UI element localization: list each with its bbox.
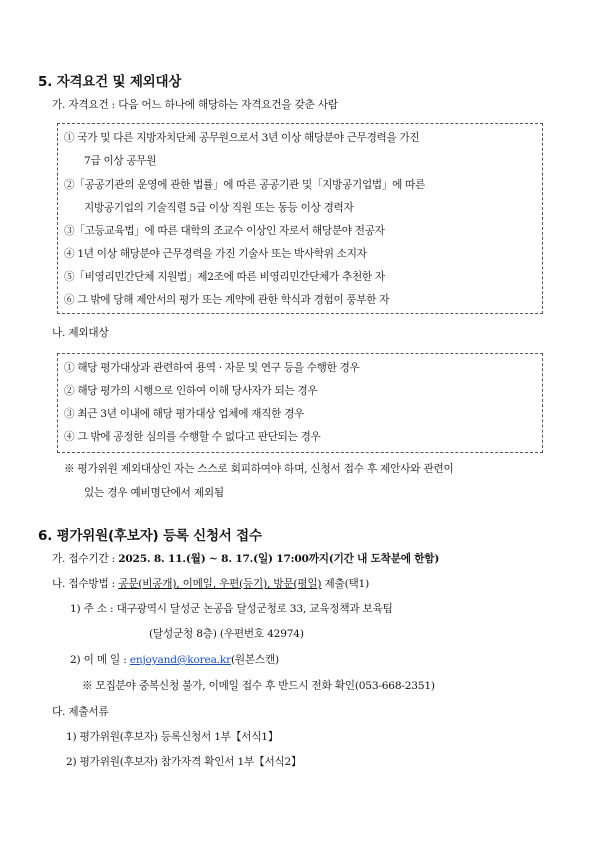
exclusion-item: ② 해당 평가의 시행으로 인하여 이해 당사자가 되는 경우: [64, 385, 318, 397]
docs-item: 2) 평가위원(후보자) 참가자격 확인서 1부【서식2】: [66, 756, 302, 768]
exclusion-heading: 나. 제외대상: [52, 327, 109, 339]
docs-heading: 다. 제출서류: [52, 706, 109, 718]
exclusion-item: ③ 최근 3년 이내에 해당 평가대상 업체에 재직한 경우: [64, 408, 304, 420]
qualification-item-cont: 지방공기업의 기술직렬 5급 이상 직원 또는 동등 이상 경력자: [84, 202, 354, 214]
method-suffix: 제출(택1): [321, 578, 370, 590]
email-note: ※ 모집분야 중복신청 불가, 이메일 접수 후 반드시 전화 확인(053-668-2351): [82, 680, 435, 692]
qualification-item: ① 국가 및 다른 지방자치단체 공무원으로서 3년 이상 해당분야 근무경력을 가진: [64, 132, 420, 144]
qualification-item-cont: 7급 이상 공무원: [84, 155, 157, 167]
section-6-title: 6. 평가위원(후보자) 등록 신청서 접수: [38, 528, 262, 544]
qualification-item: ③「고등교육법」에 따른 대학의 조교수 이상인 자로서 해당분야 전공자: [64, 225, 385, 237]
exclusion-note-cont: 있는 경우 예비명단에서 제외됨: [84, 487, 224, 499]
period-label: 가. 접수기간 :: [52, 553, 119, 565]
email-link[interactable]: enjoyand@korea.kr: [129, 654, 231, 666]
email-suffix: (원본스캔): [230, 654, 279, 666]
period-value: 2025. 8. 11.(월) ~ 8. 17.(일) 17:00까지(기간 내 도착분에 한함): [118, 553, 440, 565]
exclusion-note: ※ 평가위원 제외대상인 자는 스스로 회피하여야 하며, 신청서 접수 후 제안사와 관련이: [64, 463, 454, 475]
qualification-heading: 가. 자격요건 : 다음 어느 하나에 해당하는 자격요건을 갖춘 사람: [52, 99, 338, 111]
qualification-item: ⑤「비영리민간단체 지원법」제2조에 따른 비영리민간단체가 추천한 자: [64, 271, 385, 283]
exclusion-item: ④ 그 밖에 공정한 심의를 수행할 수 없다고 판단되는 경우: [64, 431, 321, 443]
qualification-item: ④ 1년 이상 해당분야 근무경력을 가진 기술사 또는 박사학위 소지자: [64, 248, 367, 260]
method-value: 공문(비공개), 이메일, 우편(등기), 방문(평일): [118, 578, 322, 590]
method-line: [52, 577, 369, 591]
section-5-title: 5. 자격요건 및 제외대상: [38, 74, 182, 90]
address-value: 대구광역시 달성군 논공읍 달성군청로 33, 교육정책과 보육팀: [116, 603, 393, 615]
exclusion-item: ① 해당 평가대상과 관련하여 용역 · 자문 및 연구 등을 수행한 경우: [64, 362, 360, 374]
address-line: [70, 602, 393, 616]
qualification-item: ②「공공기관의 운영에 관한 법률」에 따른 공공기관 및「지방공기업법」에 따른: [64, 179, 426, 191]
docs-item: 1) 평가위원(후보자) 등록신청서 1부【서식1】: [66, 731, 279, 743]
email-line: [70, 653, 279, 667]
method-label: 나. 접수방법 :: [52, 578, 119, 590]
address-line-cont: (달성군청 8층) (우편번호 42974): [149, 628, 304, 640]
address-label: 1) 주 소 :: [70, 603, 117, 615]
period-line: [52, 552, 439, 566]
email-label: 2) 이 메 일 :: [70, 654, 130, 666]
qualifications-box: [57, 123, 543, 314]
qualification-item: ⑥ 그 밖에 당해 제안서의 평가 또는 계약에 관한 학식과 경험이 풍부한 자: [64, 294, 390, 306]
